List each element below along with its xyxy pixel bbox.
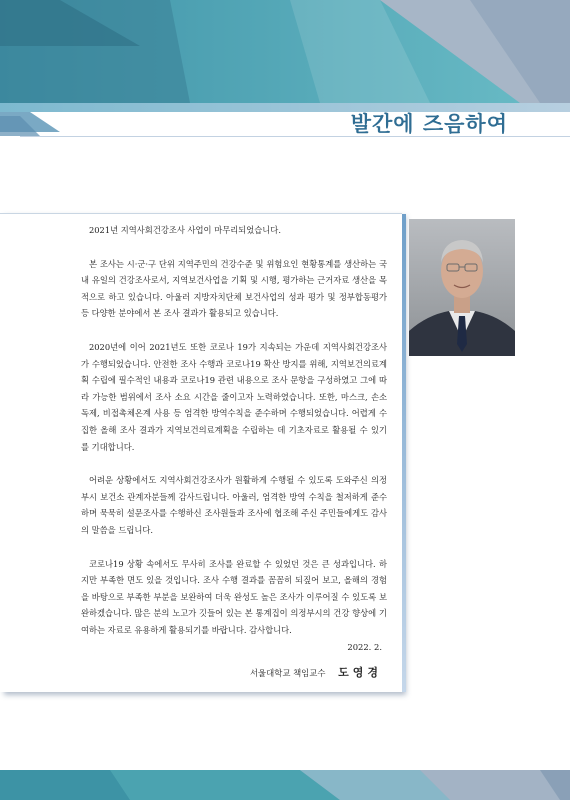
signature-line — [250, 664, 382, 680]
signer-affiliation: 서울대학교 책임교수 — [249, 668, 326, 678]
letter-date: 2022. 2. — [347, 642, 382, 652]
letter-paragraph: 코로나19 상황 속에서도 무사히 조사를 완료할 수 있었던 것은 큰 성과입니다. 하지만 부족한 면도 있을 것입니다. 조사 수행 결과를 꼼꼼히 되짚어 보고, 올해의 경험을 바탕으로 부족한 부분을 보완하여 더욱 완성도 높은 조사가 이루어질 수 있도록 보완하겠습니다. 많은 분의 노고가 깃들어 있는 본 통계집이 의정부시의 건강 향상에 기여하는 자료로 유용하게 활용되기를 바랍니다. 감사합니다. — [81, 558, 387, 635]
page-title: 발간에 즈음하여 — [350, 112, 508, 136]
letter-body — [81, 222, 387, 655]
footer-banner — [0, 770, 570, 800]
person-portrait-icon — [409, 219, 515, 356]
letter-paragraph: 본 조사는 시·군·구 단위 지역주민의 건강수준 및 위험요인 현황통계를 생산하는 국내 유일의 건강조사로서, 지역보건사업을 기획 및 시행, 평가하는 근거자료 생산을 목적으로 하고 있습니다. 아울러 지방자치단체 보건사업의 성과 평가 및 정부합동평가 등 다양한 분야에서 본 조사 결과가 활용되고 있습니다. — [81, 258, 387, 319]
letter-paragraph: 2021년 지역사회건강조사 사업이 마무리되었습니다. — [89, 225, 281, 235]
letter-paragraph: 어려운 상황에서도 지역사회건강조사가 원활하게 수행될 수 있도록 도와주신 의정부시 보건소 관계자분들께 감사드립니다. 아울러, 엄격한 방역 수칙을 철저하게 준수하며 묵묵히 설문조사를 수행하신 조사원들과 조사에 협조해 주신 주민들에게도 감사의 말씀을 드립니다. — [81, 475, 387, 535]
letter-paragraph: 2020년에 이어 2021년도 또한 코로나 19가 지속되는 가운데 지역사회건강조사가 수행되었습니다. 안전한 조사 수행과 코로나19 확산 방지를 위해, 지역보건의료계획 수립에 필수적인 내용과 코로나19 관련 내용으로 조사 문항을 구성하였고 그에 따라 가능한 범위에서 조사 소요 시간을 줄이고자 노력하였습니다. 또한, 마스크, 손소독제, 비접촉체온계 사용 등 엄격한 방역수칙을 준수하며 수행되었습니다. 어렵게 수집한 올해 조사 결과가 지역보건의료계획을 수립하는 데 기초자료로 활용될 수 있기를 기대합니다. — [81, 341, 387, 452]
signer-name: 도영경 — [338, 666, 382, 679]
